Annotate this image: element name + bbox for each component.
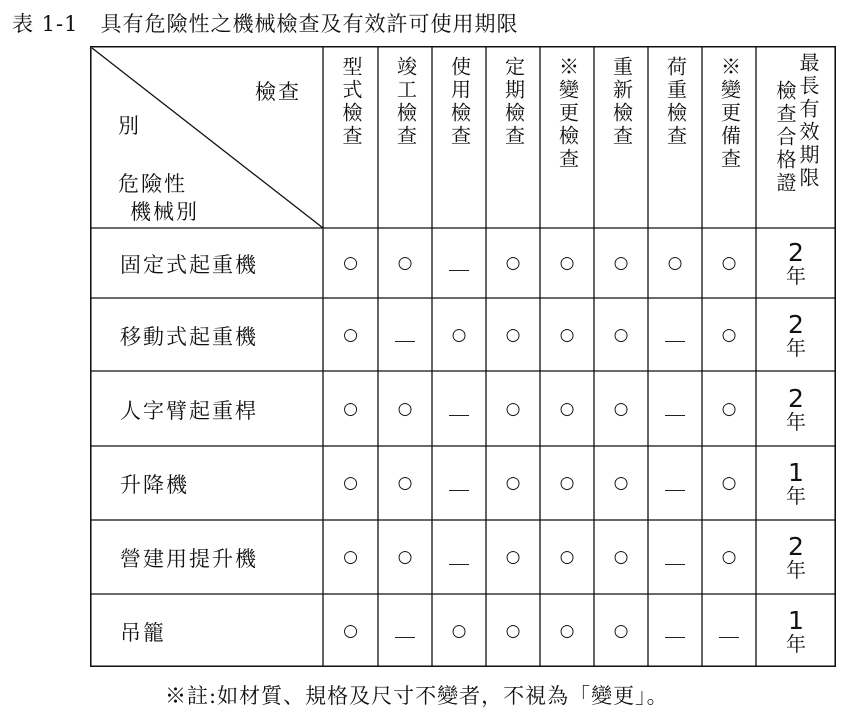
table-cell (432, 298, 486, 371)
circle-mark: ○ (721, 324, 737, 345)
dash-mark (665, 490, 685, 491)
machine-name: 移動式起重機 (120, 324, 258, 349)
table-cell (378, 228, 432, 298)
table-number: 表 1-1 (12, 12, 79, 36)
table-cell (378, 446, 432, 520)
table-cell (540, 371, 594, 446)
validity-years-number: 1 (788, 605, 804, 635)
validity-cell (756, 594, 836, 667)
machine-name: 固定式起重機 (120, 253, 258, 277)
circle-mark: ○ (721, 398, 737, 419)
circle-mark: ○ (505, 620, 521, 641)
dash-mark (665, 341, 685, 342)
circle-mark: ○ (505, 398, 521, 419)
table-cell (594, 228, 648, 298)
circle-mark: ○ (721, 547, 737, 567)
table-cell (378, 520, 432, 594)
table-cell (432, 594, 486, 667)
circle-mark: ○ (451, 324, 467, 345)
column-header (648, 46, 702, 228)
table-cell (432, 446, 486, 520)
validity-years-unit: 年 (786, 409, 806, 434)
circle-mark: ○ (613, 547, 629, 567)
table-cell (648, 520, 702, 594)
footnote: ※註:如材質、規格及尺寸不變者，不視為「變更」。 (165, 684, 669, 708)
corner-label-inspection: 檢查 (255, 80, 301, 104)
table-cell (648, 298, 702, 371)
table-cell (648, 371, 702, 446)
circle-mark: ○ (667, 253, 683, 273)
column-header-label: ※變更備查 (717, 56, 742, 171)
circle-mark: ○ (343, 620, 358, 641)
circle-mark: ○ (613, 620, 629, 641)
validity-years-unit: 年 (786, 264, 806, 288)
dash-mark (665, 637, 685, 638)
table-cell (486, 371, 540, 446)
corner-label-type: 別 (118, 114, 141, 138)
validity-years-unit: 年 (786, 335, 806, 360)
validity-years-number: 2 (788, 238, 804, 267)
table-cell (323, 371, 378, 446)
circle-mark: ○ (397, 547, 413, 567)
table-cell (486, 594, 540, 667)
table-cell (594, 371, 648, 446)
circle-mark: ○ (613, 473, 629, 493)
table-cell (486, 228, 540, 298)
table-cell (378, 371, 432, 446)
table-cell (323, 446, 378, 520)
circle-mark: ○ (721, 473, 737, 493)
circle-mark: ○ (559, 547, 575, 567)
column-header (323, 46, 378, 228)
column-header-label: 使用檢查 (447, 56, 472, 148)
column-header (486, 46, 540, 228)
circle-mark: ○ (559, 473, 575, 493)
table-cell (540, 594, 594, 667)
circle-mark: ○ (721, 253, 737, 273)
dash-mark (449, 564, 469, 565)
column-header-label: ※變更檢查 (555, 56, 580, 171)
column-header-label: 型式檢查 (339, 56, 363, 148)
circle-mark: ○ (397, 253, 413, 273)
table-cell (540, 520, 594, 594)
table-cell (702, 446, 756, 520)
table-cell (594, 446, 648, 520)
validity-years-unit: 年 (786, 631, 806, 656)
circle-mark: ○ (559, 398, 575, 419)
table-cell (594, 298, 648, 371)
validity-cell (756, 520, 836, 594)
validity-years (786, 605, 806, 656)
dash-mark (449, 490, 469, 491)
table-cell (378, 298, 432, 371)
table-cell (323, 594, 378, 667)
dash-mark (395, 637, 415, 638)
circle-mark: ○ (505, 473, 521, 493)
circle-mark: ○ (397, 398, 413, 419)
machine-name: 人字臂起重桿 (120, 398, 258, 423)
table-cell (323, 520, 378, 594)
validity-years-number: 2 (788, 383, 804, 413)
validity-years-unit: 年 (786, 558, 806, 582)
column-header-label: 重新檢查 (609, 56, 634, 148)
machine-name: 升降機 (120, 473, 189, 497)
column-header (432, 46, 486, 228)
table-cell (486, 446, 540, 520)
table-cell (540, 298, 594, 371)
circle-mark: ○ (559, 324, 575, 345)
column-header-label: 荷重檢查 (663, 56, 688, 148)
circle-mark: ○ (613, 324, 629, 345)
table-cell (702, 520, 756, 594)
corner-label-machine-line1: 危險性 (118, 172, 187, 196)
table-cell (594, 594, 648, 667)
validity-years (786, 383, 806, 434)
table-cell (323, 298, 378, 371)
column-header (540, 46, 594, 228)
column-header-label: 定期檢查 (501, 56, 526, 148)
table-cell (432, 371, 486, 446)
table-cell (702, 298, 756, 371)
table-cell (702, 594, 756, 667)
table-cell (648, 594, 702, 667)
table-cell (594, 520, 648, 594)
validity-years (786, 240, 806, 286)
machine-name: 營建用提升機 (120, 547, 258, 571)
table-cell (486, 520, 540, 594)
dash-mark (449, 270, 469, 271)
machine-name: 吊籠 (120, 620, 166, 645)
table-cell (486, 298, 540, 371)
table-cell (378, 594, 432, 667)
circle-mark: ○ (505, 324, 521, 345)
validity-years-unit: 年 (786, 484, 806, 508)
column-header (702, 46, 756, 228)
table-title: 具有危險性之機械檢查及有效許可使用期限 (100, 12, 519, 36)
validity-years-number: 2 (788, 309, 804, 339)
circle-mark: ○ (559, 620, 575, 641)
validity-years (786, 460, 806, 506)
circle-mark: ○ (505, 547, 521, 567)
column-header (594, 46, 648, 228)
table-cell (648, 228, 702, 298)
column-header (756, 46, 836, 228)
circle-mark: ○ (343, 547, 358, 567)
dash-mark (719, 637, 739, 638)
circle-mark: ○ (343, 398, 358, 419)
dash-mark (665, 415, 685, 416)
circle-mark: ○ (613, 398, 629, 419)
inspection-table (90, 46, 836, 667)
circle-mark: ○ (613, 253, 629, 273)
dash-mark (665, 564, 685, 565)
circle-mark: ○ (397, 473, 413, 493)
validity-cell (756, 446, 836, 520)
table-cell (702, 371, 756, 446)
table-cell (648, 446, 702, 520)
table-cell (432, 520, 486, 594)
table-cell (540, 228, 594, 298)
corner-label-machine-line2: 機械別 (130, 200, 199, 224)
table-caption (12, 8, 519, 38)
circle-mark: ○ (343, 473, 358, 493)
validity-years (786, 309, 806, 360)
validity-years (786, 534, 806, 580)
table-cell (702, 228, 756, 298)
dash-mark (449, 415, 469, 416)
column-header-label: 最長有效期限 (796, 52, 820, 190)
validity-cell (756, 371, 836, 446)
circle-mark: ○ (505, 253, 521, 273)
column-header-label: 竣工檢查 (393, 56, 418, 148)
validity-cell (756, 298, 836, 371)
validity-years-number: 2 (788, 532, 804, 561)
table-cell (323, 228, 378, 298)
table-cell (540, 446, 594, 520)
dash-mark (395, 341, 415, 342)
validity-years-number: 1 (788, 458, 804, 487)
circle-mark: ○ (343, 324, 358, 345)
column-header (378, 46, 432, 228)
circle-mark: ○ (343, 253, 358, 273)
validity-cell (756, 228, 836, 298)
table-cell (432, 228, 486, 298)
circle-mark: ○ (451, 620, 467, 641)
column-header-label-secondary: 檢查合格證 (773, 80, 797, 195)
circle-mark: ○ (559, 253, 575, 273)
